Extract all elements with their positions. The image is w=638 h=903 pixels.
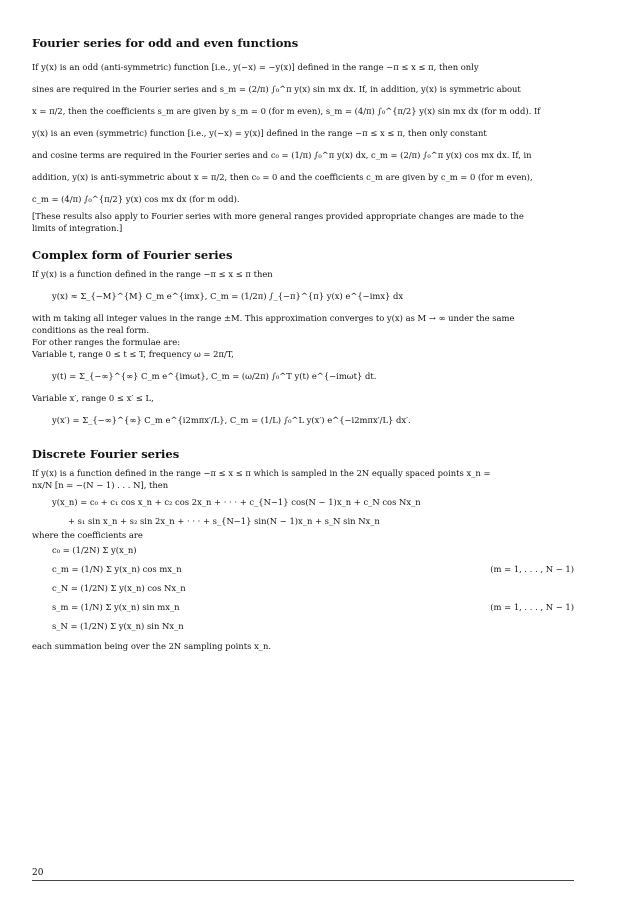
coefficient-cond: (m = 1, . . . , N − 1) <box>490 602 574 612</box>
coefficient-row <box>32 560 574 579</box>
text-line: Variable x′, range 0 ≤ x′ ≤ L, <box>32 393 154 403</box>
text-line: For other ranges the formulae are: <box>32 337 181 347</box>
section-title-odd-even: Fourier series for odd and even functions <box>32 36 299 50</box>
footer-rule <box>32 880 574 881</box>
text-line: and cosine terms are required in the Fourier series and c₀ = (1/π) ∫₀^π y(x) dx, c_m = (2/π) ∫₀^π y(x) cos mx dx. If, in <box>32 150 532 160</box>
equation: y(x) ≈ Σ_{−M}^{M} C_m e^{imx}, C_m = (1/2π) ∫_{−π}^{π} y(x) e^{−imx} dx <box>52 291 404 301</box>
coefficient-row <box>32 617 574 636</box>
coefficient-row <box>32 541 574 560</box>
text-line: with m taking all integer values in the range ±M. This approximation converges to y(x) as M → ∞ under the same <box>32 313 515 323</box>
coefficient-eq: c₀ = (1/2N) Σ y(x_n) <box>52 545 137 555</box>
text-line: y(x) is an even (symmetric) function [i.e., y(−x) = y(x)] defined in the range −π ≤ x ≤ π, then only constant <box>32 128 487 138</box>
page-body <box>32 36 574 666</box>
text-line: [These results also apply to Fourier series with more general ranges provided appropriate changes are made to the <box>32 211 524 221</box>
coefficient-eq: c_N = (1/2N) Σ y(x_n) cos Nx_n <box>52 583 186 593</box>
equation: y(x_n) = c₀ + c₁ cos x_n + c₂ cos 2x_n + · · · + c_{N−1} cos(N − 1)x_n + c_N cos Nx_n <box>52 497 421 507</box>
coefficient-row <box>32 579 574 598</box>
equation: + s₁ sin x_n + s₂ sin 2x_n + · · · + s_{N−1} sin(N − 1)x_n + s_N sin Nx_n <box>68 516 380 526</box>
coefficient-eq: s_N = (1/2N) Σ y(x_n) sin Nx_n <box>52 621 184 631</box>
coefficient-row <box>32 598 574 617</box>
equation: y(t) = Σ_{−∞}^{∞} C_m e^{imωt}, C_m = (ω/2π) ∫₀^T y(t) e^{−imωt} dt. <box>52 371 377 381</box>
section-complex <box>32 248 574 433</box>
text-line: c_m = (4/π) ∫₀^{π/2} y(x) cos mx dx (for m odd). <box>32 194 240 204</box>
coefficient-eq: s_m = (1/N) Σ y(x_n) sin mx_n <box>52 602 180 612</box>
coefficient-cond: (m = 1, . . . , N − 1) <box>490 564 574 574</box>
coefficient-eq: c_m = (1/N) Σ y(x_n) cos mx_n <box>52 564 182 574</box>
text-line: nx/N [n = −(N − 1) . . . N], then <box>32 480 169 490</box>
text-line: If y(x) is an odd (anti-symmetric) function [i.e., y(−x) = −y(x)] defined in the range −π ≤ x ≤ π, then only <box>32 62 479 72</box>
section-discrete <box>32 447 574 652</box>
text-line: Variable t, range 0 ≤ t ≤ T, frequency ω = 2π/T, <box>32 349 234 359</box>
page-number: 20 <box>32 868 44 878</box>
text-line: each summation being over the 2N sampling points x_n. <box>32 641 272 651</box>
section-odd-even <box>32 36 574 234</box>
equation: y(x′) = Σ_{−∞}^{∞} C_m e^{i2mπx′/L}, C_m = (1/L) ∫₀^L y(x′) e^{−i2mπx′/L} dx′. <box>52 415 411 425</box>
text-line: addition, y(x) is anti-symmetric about x = π/2, then c₀ = 0 and the coefficients c_m are given by c_m = 0 (for m even), <box>32 172 533 182</box>
section-title-discrete: Discrete Fourier series <box>32 447 180 461</box>
text-line: limits of integration.] <box>32 223 123 233</box>
text-line: sines are required in the Fourier series and s_m = (2/π) ∫₀^π y(x) sin mx dx. If, in addition, y(x) is symmetric about <box>32 84 521 94</box>
text-line: conditions as the real form. <box>32 325 149 335</box>
text-line: If y(x) is a function defined in the range −π ≤ x ≤ π which is sampled in the 2N equally spaced points x_n = <box>32 468 491 478</box>
text-line: where the coefficients are <box>32 530 143 540</box>
text-line: x = π/2, then the coefficients s_m are given by s_m = 0 (for m even), s_m = (4/π) ∫₀^{π/2} y(x) sin mx dx (for m odd). If <box>32 106 541 116</box>
text-line: If y(x) is a function defined in the range −π ≤ x ≤ π then <box>32 269 273 279</box>
section-title-complex: Complex form of Fourier series <box>32 248 233 262</box>
